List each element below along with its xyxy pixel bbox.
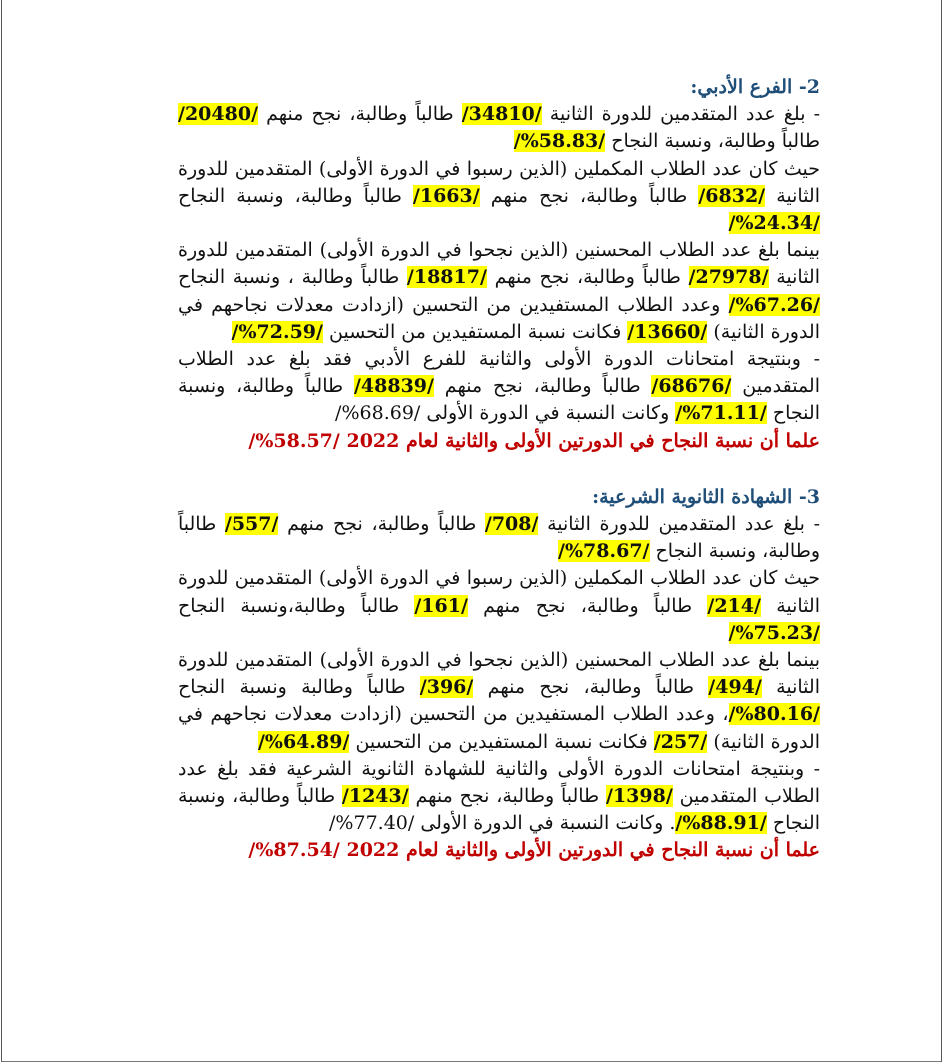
highlighted-number: /1663/ xyxy=(412,184,480,207)
text-run: - وبنتيجة امتحانات الدورة الأولى والثانية للفرع الأدبي فقد بلغ عدد الطلاب المتقدمين xyxy=(178,348,820,398)
paragraph xyxy=(178,156,820,238)
text-run: فكانت نسبة المستفيدين من التحسين xyxy=(349,730,654,753)
highlighted-number: /88.91%/ xyxy=(675,812,767,835)
text-run: - وبنتيجة امتحانات الدورة الأولى والثانية للشهادة الثانوية الشرعية فقد بلغ عدد الطلاب المتقدمين xyxy=(178,757,821,808)
highlighted-number: /58.83%/ xyxy=(513,130,606,153)
text-run: طالباً وطالبة ، ونسبة النجاح xyxy=(178,266,407,289)
text-run: بينما بلغ عدد الطلاب المحسنين (الذين نجحوا في الدورة الأولى) المتقدمين للدورة الثانية xyxy=(178,649,820,699)
text-run: - بلغ عدد المتقدمين للدورة الثانية xyxy=(538,513,820,536)
text-run: حيث كان عدد الطلاب المكملين (الذين رسبوا في الدورة الأولى) المتقدمين للدورة الثانية xyxy=(178,157,820,207)
text-run: طالباً وطالبة، ونسبة النجاح xyxy=(178,513,820,563)
text-run: طالباً وطالبة، نجح منهم xyxy=(473,676,709,699)
highlighted-number: /80.16%/ xyxy=(728,703,820,726)
text-run: وعدد الطلاب المستفيدين من التحسين (ازدادت معدلات نجاحهم في الدورة الثانية) xyxy=(178,293,820,343)
highlighted-number: /34810/ xyxy=(461,103,542,126)
text-run: طالباً وطالبة، ونسبة النجاح xyxy=(605,130,820,153)
note-line: علما أن نسبة النجاح في الدورتين الأولى والثانية لعام 2022 /58.57%/ xyxy=(248,429,820,452)
paragraph xyxy=(178,565,820,647)
paragraph xyxy=(178,647,820,756)
text-run: طالباً وطالبة، نجح منهم xyxy=(258,103,462,126)
section-title: 2- الفرع الأدبي: xyxy=(690,76,820,98)
text-run: طالباً وطالبة، نجح منهم xyxy=(486,266,689,289)
text-run: فكانت نسبة المستفيدين من التحسين xyxy=(322,320,628,343)
highlighted-number: /18817/ xyxy=(406,266,487,289)
paragraph xyxy=(178,101,820,155)
highlighted-number: /257/ xyxy=(653,730,708,753)
text-run: - بلغ عدد المتقدمين للدورة الثانية xyxy=(541,103,820,126)
text-run: طالباً وطالبة، ونسبة النجاح xyxy=(178,184,413,207)
paragraph xyxy=(178,756,820,838)
document-body xyxy=(178,74,820,865)
highlighted-number: /161/ xyxy=(414,594,468,617)
paragraph xyxy=(178,237,820,346)
text-run: طالباً وطالبة، نجح منهم xyxy=(479,184,699,207)
highlighted-number: /214/ xyxy=(707,594,761,617)
highlighted-number: /71.11%/ xyxy=(675,402,767,425)
text-run: ، وعدد الطلاب المستفيدين من التحسين (ازدادت معدلات نجاحهم في الدورة الثانية) xyxy=(178,703,820,753)
highlighted-number: /75.23%/ xyxy=(728,621,820,644)
highlighted-number: /48839/ xyxy=(353,375,434,398)
highlighted-number: /708/ xyxy=(484,513,539,536)
highlighted-number: /72.59%/ xyxy=(231,320,323,343)
text-run: طالباً وطالبة، نجح منهم xyxy=(408,785,606,808)
section-title: 3- الشهادة الثانوية الشرعية: xyxy=(592,485,820,508)
highlighted-number: /78.67%/ xyxy=(558,540,650,563)
paragraph xyxy=(178,511,820,565)
highlighted-number: /1243/ xyxy=(341,785,409,808)
highlighted-number: /64.89%/ xyxy=(257,730,350,753)
highlighted-number: /396/ xyxy=(419,676,474,699)
section-sharia-secondary xyxy=(178,484,820,865)
highlighted-number: /67.26%/ xyxy=(728,293,820,316)
text-run: طالباً وطالبة، نجح منهم xyxy=(433,375,652,398)
paragraph xyxy=(178,346,820,428)
highlighted-number: /68676/ xyxy=(651,375,732,398)
text-run: طالباً وطالبة، نجح منهم xyxy=(278,513,485,536)
highlighted-number: /20480/ xyxy=(178,103,259,126)
text-run: طالباً وطالبة،ونسبة النجاح xyxy=(178,594,415,617)
text-run: طالباً وطالبة، ونسبة النجاح xyxy=(178,375,820,425)
highlighted-number: /1398/ xyxy=(605,785,673,808)
highlighted-number: /24.34%/ xyxy=(728,212,820,235)
highlighted-number: /13660/ xyxy=(627,320,708,343)
text-run: بينما بلغ عدد الطلاب المحسنين (الذين نجحوا في الدورة الأولى) المتقدمين للدورة الثانية xyxy=(178,239,820,289)
highlighted-number: /27978/ xyxy=(688,266,769,289)
text-run: حيث كان عدد الطلاب المكملين (الذين رسبوا في الدورة الأولى) المتقدمين للدورة الثانية xyxy=(178,567,820,617)
note-line: علما أن نسبة النجاح في الدورتين الأولى والثانية لعام 2022 /87.54%/ xyxy=(248,839,820,862)
text-run: طالباً وطالبة، نجح منهم xyxy=(467,594,708,617)
highlighted-number: /557/ xyxy=(224,513,279,536)
highlighted-number: /494/ xyxy=(708,676,762,699)
text-run: طالباً وطالبة، ونسبة النجاح xyxy=(178,785,820,835)
text-run: . وكانت النسبة في الدورة الأولى /77.40%/ xyxy=(329,812,676,835)
text-run: وكانت النسبة في الدورة الأولى /68.69%/ xyxy=(335,402,676,425)
text-run: طالباً وطالبة ونسبة النجاح xyxy=(178,676,420,699)
highlighted-number: /6832/ xyxy=(698,184,766,207)
section-literary-branch xyxy=(178,74,820,455)
